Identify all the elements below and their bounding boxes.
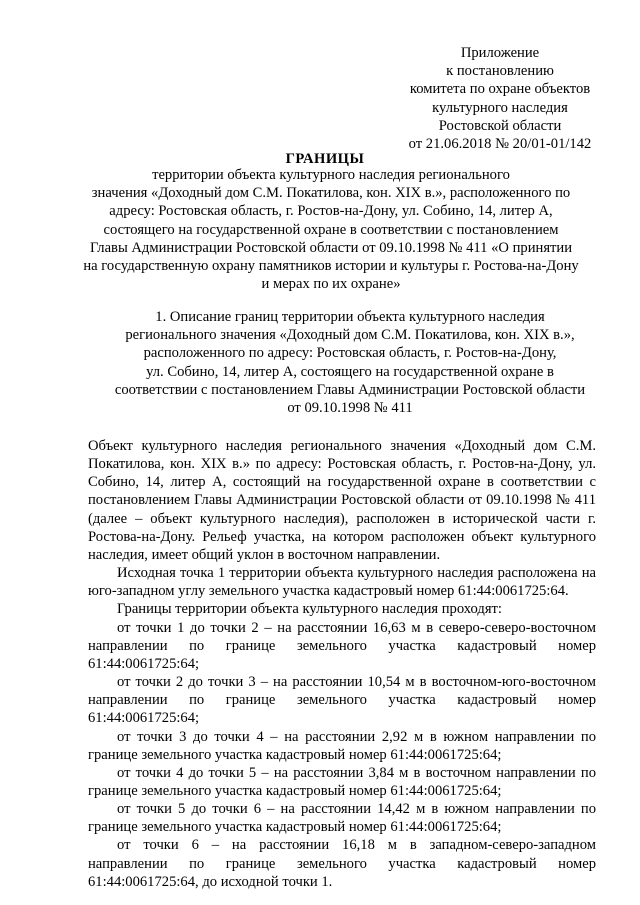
subtitle-line: территории объекта культурного наследия регионального xyxy=(152,167,510,183)
section-heading-line: соответствии с постановлением Главы Администрации Ростовской области xyxy=(114,381,586,398)
boundary-segment-paragraph: от точки 3 до точки 4 – на расстоянии 2,92 м в южном направлении по границе земельного участка кадастровый номер 61:44:0061725:64; xyxy=(88,728,596,763)
body-paragraph: Объект культурного наследия регионального значения «Доходный дом С.М. Покатилова, кон. XIX в.» по адресу: Ростовская область, г. Ростов-на-Дону, ул. Собино, 14, литер А, состоящий на государственной охране в соответствии с постановлением Главы Администрации Ростовской области от 09.10.1998 № 411 (далее – объект культурного наследия), расположен в исторической части г. Ростова-на-Дону. Рельеф участка, на котором расположен объект культурного наследия, имеет общий уклон в восточном направлении. xyxy=(88,438,596,563)
boundary-segment-paragraph: от точки 4 до точки 5 – на расстоянии 3,84 м в восточном направлении по границе земельного участка кадастровый номер 61:44:0061725:64; xyxy=(88,764,596,799)
subtitle-line: Главы Администрации Ростовской области от 09.10.1998 № 411 «О принятии xyxy=(89,239,573,256)
section-heading xyxy=(100,308,600,417)
section-heading-line: расположенного по адресу: Ростовская область, г. Ростов-на-Дону, xyxy=(143,345,557,362)
section-heading-line: 1. Описание границ территории объекта культурного наследия xyxy=(155,309,545,325)
body-paragraph: Исходная точка 1 территории объекта культурного наследия расположена на юго-западном углу земельного участка кадастровый номер 61:44:0061725:64. xyxy=(88,565,596,600)
subtitle-line: состоящего на государственной охране в соответствии с постановлением xyxy=(103,221,559,238)
document-subtitle xyxy=(70,166,592,293)
subtitle-line: значения «Доходный дом С.М. Покатилова, кон. XIX в.», расположенного по xyxy=(91,185,571,202)
appendix-line: от 21.06.2018 № 20/01-01/142 xyxy=(408,136,592,153)
section-heading-line: ул. Собино, 14, литер А, состоящего на государственной охране в xyxy=(146,363,554,380)
body-text xyxy=(88,437,596,891)
subtitle-line: на государственную охрану памятников истории и культуры г. Ростова-на-Дону xyxy=(83,258,579,275)
appendix-line: комитета по охране объектов xyxy=(409,81,591,98)
document-title: ГРАНИЦЫ xyxy=(285,151,365,167)
appendix-line: Приложение xyxy=(460,45,540,61)
section-heading-line: от 09.10.1998 № 411 xyxy=(287,400,413,417)
appendix-block xyxy=(395,44,605,153)
subtitle-line: и мерах по их охране» xyxy=(261,276,401,293)
appendix-line: Ростовской области xyxy=(438,117,562,134)
boundary-segment-paragraph: от точки 2 до точки 3 – на расстоянии 10,54 м в восточном-юго-восточном направлении по границе земельного участка кадастровый номер 61:44:0061725:64; xyxy=(88,674,596,727)
body-paragraph: Границы территории объекта культурного наследия проходят: xyxy=(117,601,502,618)
appendix-line: культурного наследия xyxy=(432,99,568,116)
boundary-segment-paragraph: от точки 6 – на расстоянии 16,18 м в западном-северо-западном направлении по границе земельного участка кадастровый номер 61:44:0061725:64, до исходной точки 1. xyxy=(88,837,596,890)
boundary-segment-paragraph: от точки 5 до точки 6 – на расстоянии 14,42 м в южном направлении по границе земельного участка кадастровый номер 61:44:0061725:64; xyxy=(88,801,596,836)
boundary-segment-paragraph: от точки 1 до точки 2 – на расстоянии 16,63 м в северо-северо-восточном направлении по границе земельного участка кадастровый номер 61:44:0061725:64; xyxy=(88,619,596,672)
subtitle-line: адресу: Ростовская область, г. Ростов-на-Дону, ул. Собино, 14, литер А, xyxy=(109,203,553,220)
section-heading-line: регионального значения «Доходный дом С.М. Покатилова, кон. XIX в.», xyxy=(125,327,575,344)
appendix-line: к постановлению xyxy=(446,63,554,80)
